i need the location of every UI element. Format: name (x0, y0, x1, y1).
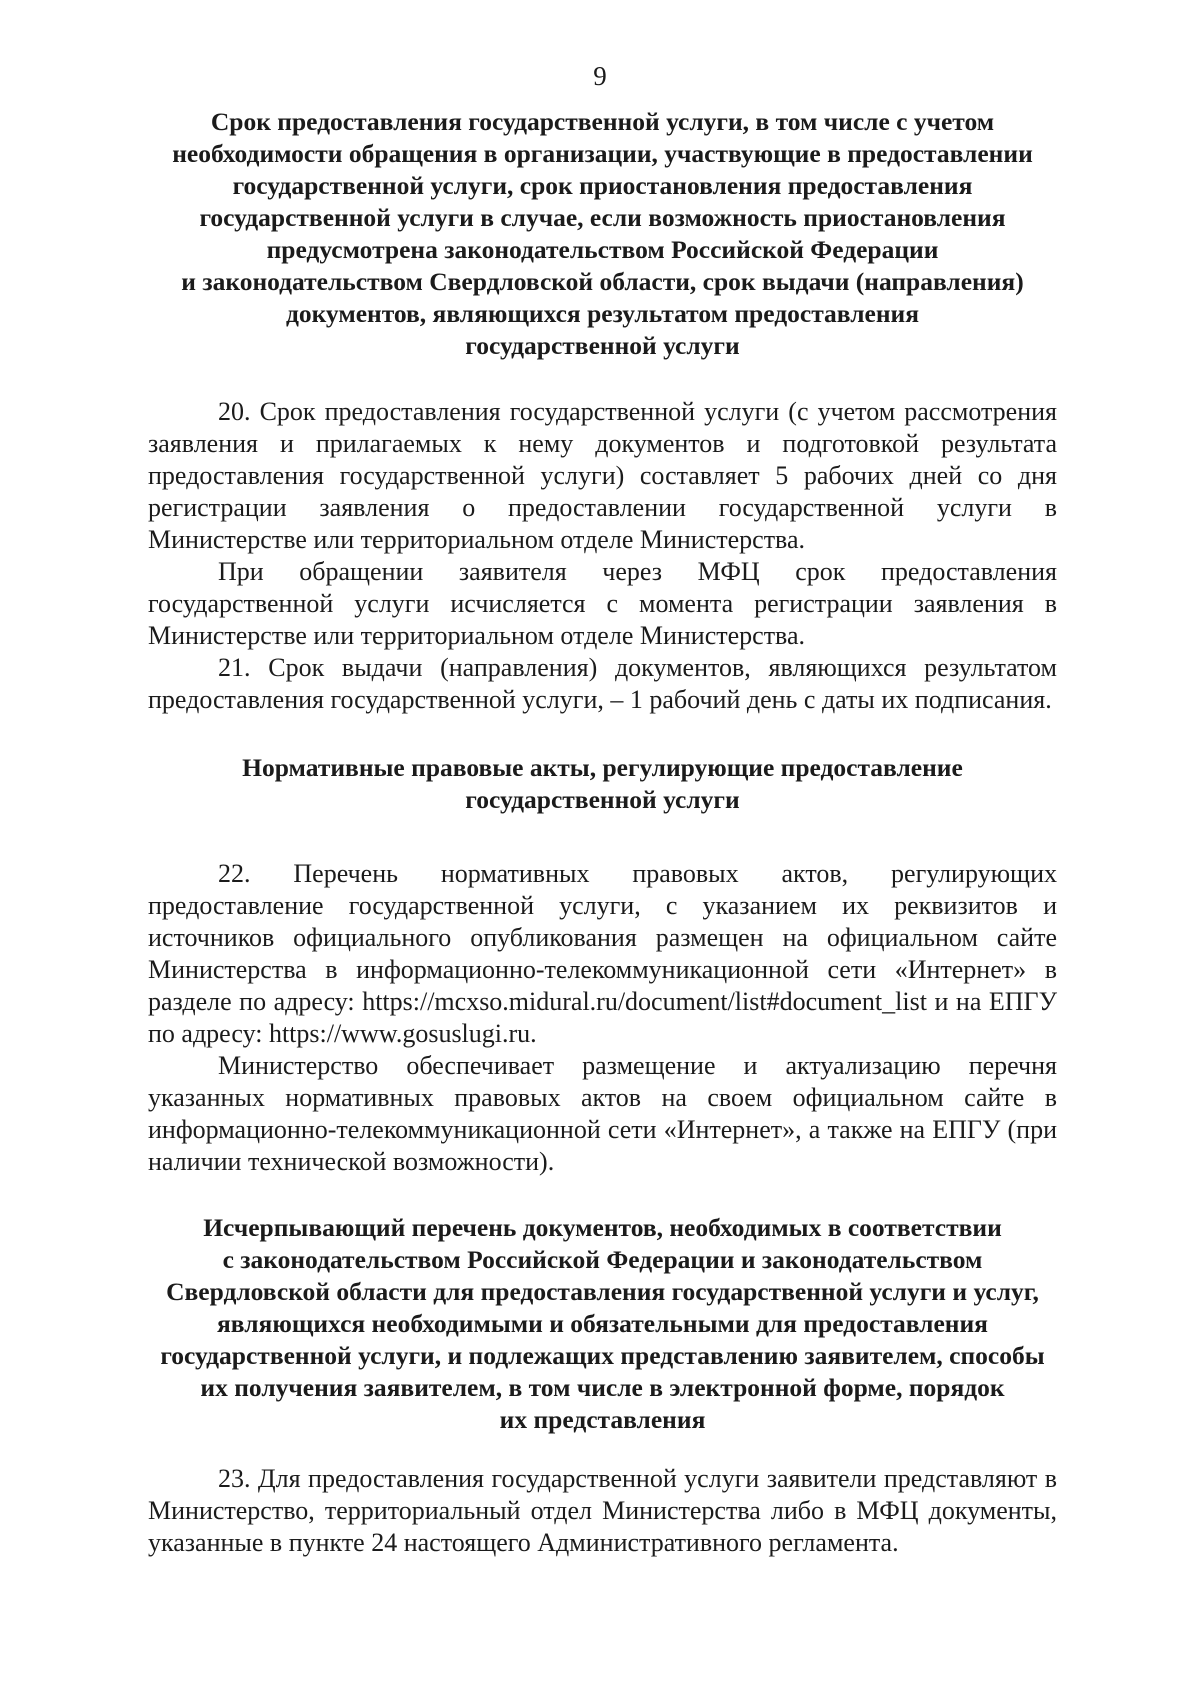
heading-line: Срок предоставления государственной услуги, в том числе с учетом (210, 107, 995, 136)
heading-line: государственной услуги (465, 785, 740, 814)
section-heading-documents (148, 1212, 1057, 1436)
heading-line: являющихся необходимыми и обязательными для предоставления (217, 1309, 988, 1338)
heading-line: Свердловской области для предоставления государственной услуги и услуг, (166, 1277, 1039, 1306)
section-heading-term (148, 106, 1057, 362)
heading-line: государственной услуги, и подлежащих представлению заявителем, способы (160, 1341, 1045, 1370)
heading-line: государственной услуги, срок приостановления предоставления (232, 171, 973, 200)
paragraph-22: 22. Перечень нормативных правовых актов, регулирующих предоставление государственной услуги, с указанием их реквизитов и источников официального опубликования размещен на официальном сайте Министерства в информационно-телекоммуникационной сети «Интернет» в разделе по адресу: https://mcxso.midural.ru/document/list#document_list и на ЕПГУ по адресу: https://www.gosuslugi.ru. (148, 859, 1057, 1048)
heading-line: Исчерпывающий перечень документов, необходимых в соответствии (203, 1213, 1002, 1242)
section-body-term (148, 396, 1057, 716)
heading-line: государственной услуги в случае, если возможность приостановления (199, 203, 1006, 232)
page-number: 9 (593, 61, 607, 91)
paragraph-mfc-term: При обращении заявителя через МФЦ срок предоставления государственной услуги исчисляется с момента регистрации заявления в Министерстве или территориальном отделе Министерства. (148, 557, 1057, 650)
paragraph-23: 23. Для предоставления государственной услуги заявители представляют в Министерство, территориальный отдел Министерства либо в МФЦ документы, указанные в пункте 24 настоящего Административного регламента. (148, 1464, 1057, 1557)
heading-line: Нормативные правовые акты, регулирующие предоставление (242, 753, 963, 782)
heading-line: документов, являющихся результатом предоставления (285, 299, 920, 328)
section-body-acts (148, 858, 1057, 1178)
heading-line: и законодательством Свердловской области, срок выдачи (направления) (181, 267, 1024, 296)
section-heading-acts (148, 752, 1057, 816)
heading-line: предусмотрена законодательством Российской Федерации (266, 235, 939, 264)
heading-line: необходимости обращения в организации, участвующие в предоставлении (172, 139, 1033, 168)
paragraph-ministry-updates: Министерство обеспечивает размещение и актуализацию перечня указанных нормативных правовых актов на своем официальном сайте в информационно-телекоммуникационной сети «Интернет», а также на ЕПГУ (при наличии технической возможности). (148, 1051, 1057, 1176)
paragraph-21: 21. Срок выдачи (направления) документов, являющихся результатом предоставления государственной услуги, – 1 рабочий день с даты их подписания. (148, 653, 1057, 714)
section-body-documents (148, 1463, 1057, 1559)
heading-line: с законодательством Российской Федерации и законодательством (222, 1245, 983, 1274)
heading-line: государственной услуги (465, 331, 740, 360)
paragraph-20: 20. Срок предоставления государственной услуги (с учетом рассмотрения заявления и прилагаемых к нему документов и подготовкой результата предоставления государственной услуги) составляет 5 рабочих дней со дня регистрации заявления о предоставлении государственной услуги в Министерстве или территориальном отделе Министерства. (148, 397, 1057, 554)
heading-line: их представления (499, 1405, 706, 1434)
heading-line: их получения заявителем, в том числе в электронной форме, порядок (200, 1373, 1005, 1402)
